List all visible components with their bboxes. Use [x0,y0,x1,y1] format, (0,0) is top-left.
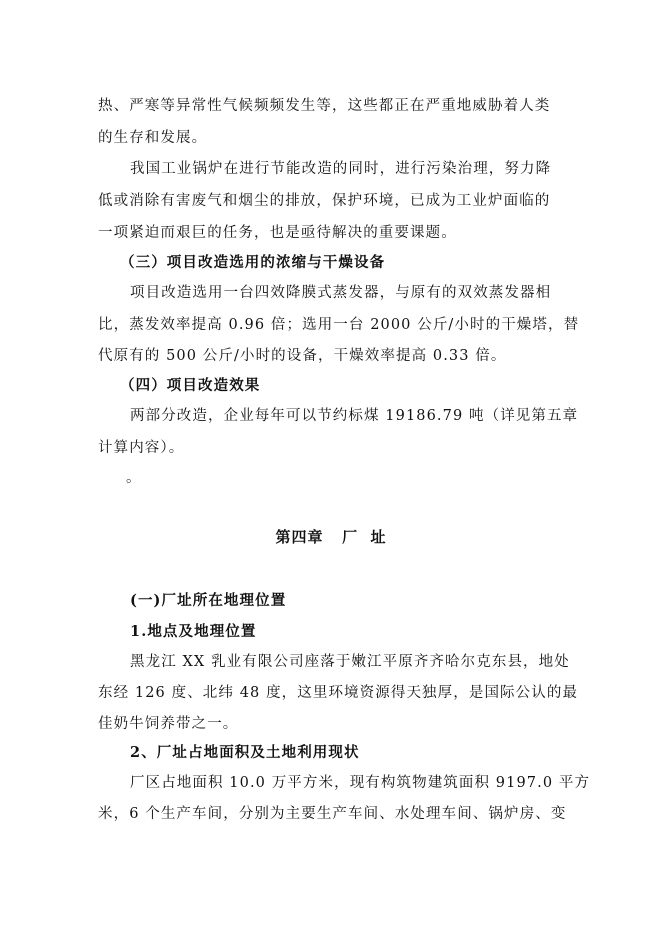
paragraph-line: 代原有的 500 公斤/小时的设备，干燥效率提高 0.33 倍。 [98,348,507,364]
paragraph-line: 厂区占地面积 10.0 万平方米，现有构筑物建筑面积 9197.0 平方 [130,775,591,791]
paragraph-line: 佳奶牛饲养带之一。 [98,716,239,732]
subsection-heading: 1.地点及地理位置 [130,623,257,640]
paragraph-line: 东经 126 度、北纬 48 度，这里环境资源得天独厚，是国际公认的最 [98,685,579,701]
stray-punctuation: 。 [126,470,142,486]
paragraph-line: 计算内容）。 [98,440,185,456]
subsection-heading: 2、厂址占地面积及土地利用现状 [130,744,360,761]
paragraph-line: 黑龙江 XX 乳业有限公司座落于嫩江平原齐齐哈尔克东县，地处 [130,654,570,670]
paragraph-line: 低或消除有害废气和烟尘的排放，保护环境，已成为工业炉面临的 [98,193,551,209]
chapter-title: 第四章 厂 址 [275,528,387,546]
paragraph-line: 的生存和发展。 [98,130,208,146]
paragraph-line: 比，蒸发效率提高 0.96 倍；选用一台 2000 公斤/小时的干燥塔，替 [98,317,580,333]
paragraph-line: 两部分改造，企业每年可以节约标煤 19186.79 吨（详见第五章 [130,408,579,424]
paragraph-line: 热、严寒等异常性气候频频发生等，这些都正在严重地威胁着人类 [98,98,551,114]
paragraph-line: 米，6 个生产车间，分别为主要生产车间、水处理车间、锅炉房、变 [98,806,567,822]
paragraph-line: 一项紧迫而艰巨的任务，也是亟待解决的重要课题。 [98,225,457,241]
paragraph-line: 我国工业锅炉在进行节能改造的同时，进行污染治理，努力降 [130,161,552,177]
section-heading: （三）项目改造选用的浓缩与干燥设备 [120,254,386,271]
paragraph-line: 项目改造选用一台四效降膜式蒸发器，与原有的双效蒸发器相 [130,285,552,301]
section-heading: (一)厂址所在地理位置 [130,592,287,609]
section-heading: （四）项目改造效果 [120,377,261,394]
